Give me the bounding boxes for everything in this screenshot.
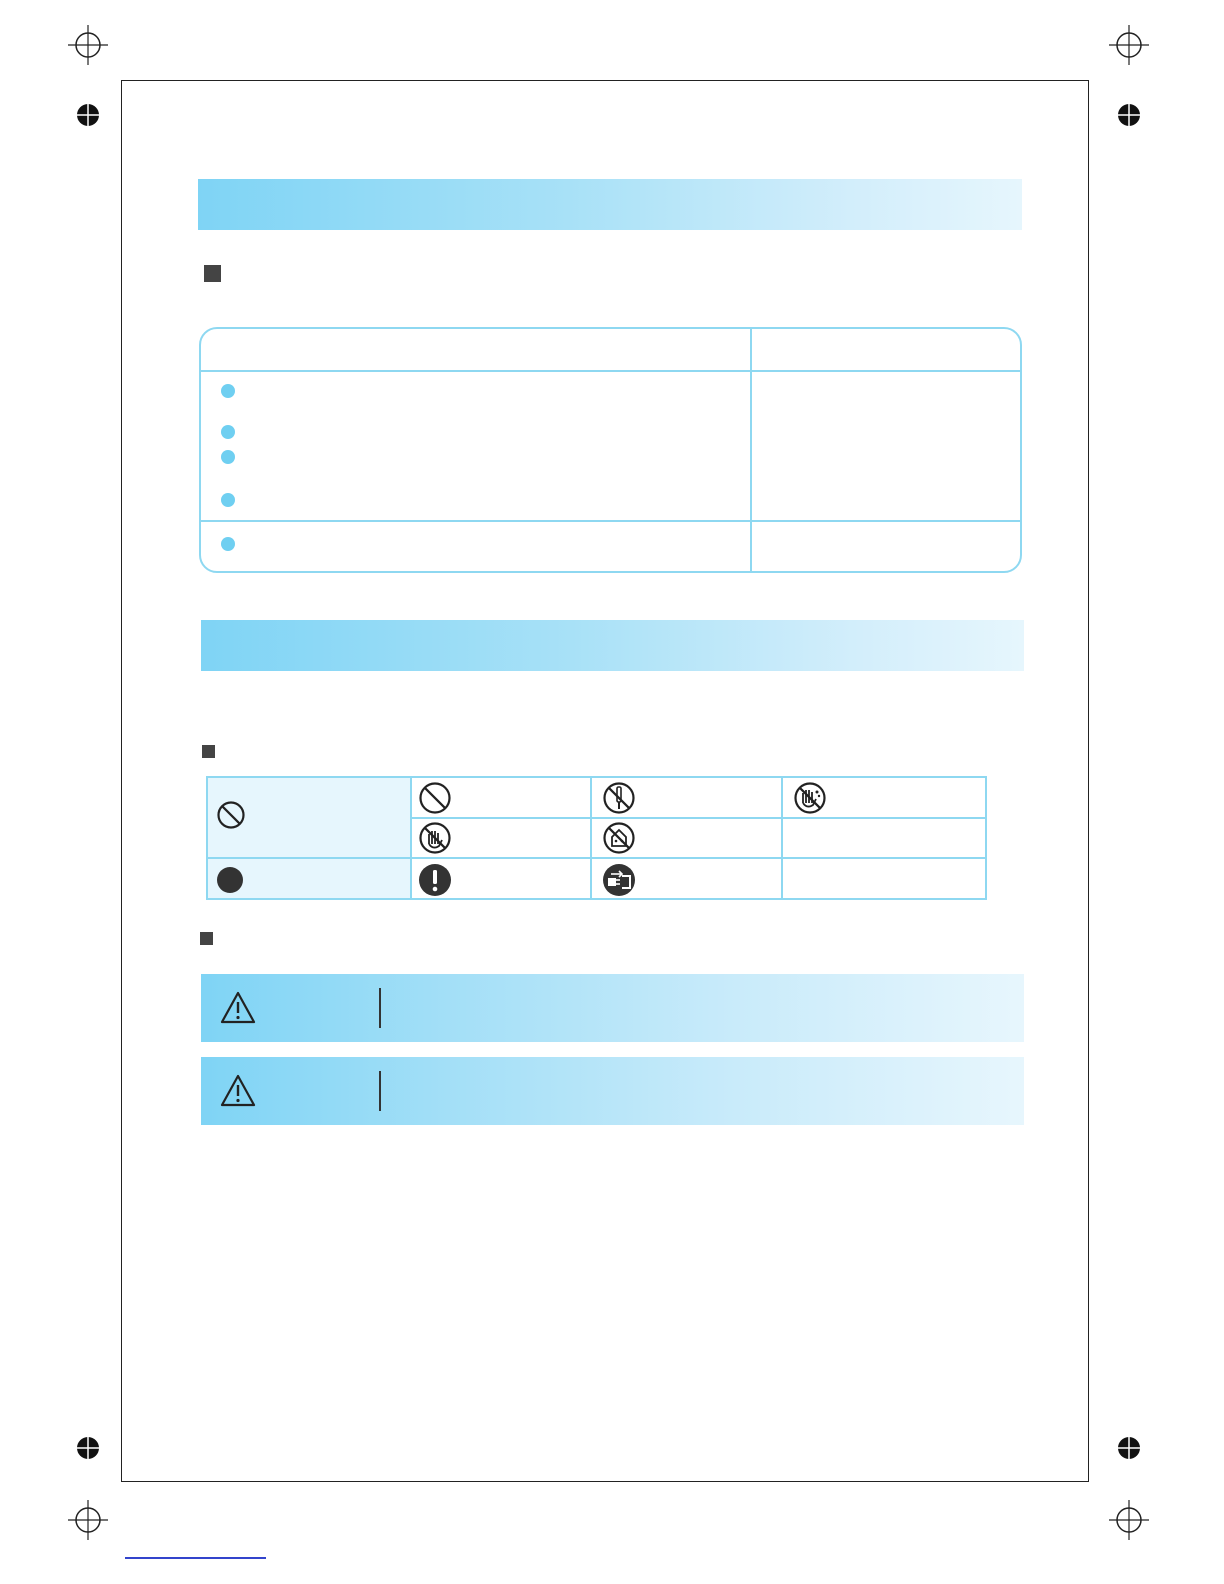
table-column-divider <box>750 328 752 572</box>
table-column-divider <box>410 777 412 899</box>
crosshair-icon <box>1109 25 1149 65</box>
list-bullet <box>221 493 235 507</box>
crosshair-icon <box>68 1500 108 1540</box>
subsection-marker <box>200 932 213 945</box>
section-header-band <box>201 620 1024 671</box>
table-column-divider <box>781 777 783 899</box>
section-header-band <box>198 179 1022 230</box>
warning-triangle-icon <box>220 991 256 1024</box>
warning-divider <box>379 988 381 1028</box>
subsection-marker <box>204 265 221 282</box>
prohibited-icon <box>216 800 246 830</box>
no-wet-hands-icon <box>793 781 827 815</box>
crosshair-icon <box>1109 1500 1149 1540</box>
mandatory-icon <box>216 866 244 894</box>
registration-dot-icon <box>1116 102 1142 128</box>
warning-band <box>201 974 1024 1042</box>
do-not-touch-icon <box>418 821 452 855</box>
table-header-divider <box>200 370 1021 372</box>
keep-away-from-water-icon <box>602 821 636 855</box>
warning-triangle-icon <box>220 1074 256 1107</box>
list-bullet <box>221 384 235 398</box>
unplug-icon <box>602 863 636 897</box>
table-column-divider <box>590 777 592 899</box>
footer-link-underline <box>125 1557 266 1559</box>
table-row-divider <box>200 520 1021 522</box>
table-row-divider <box>410 817 986 819</box>
list-bullet <box>221 425 235 439</box>
no-disassembly-icon <box>602 781 636 815</box>
warning-divider <box>379 1071 381 1111</box>
table-row-divider <box>207 857 986 859</box>
warning-band <box>201 1057 1024 1125</box>
spec-table <box>199 327 1022 573</box>
subsection-marker <box>202 745 215 758</box>
list-bullet <box>221 537 235 551</box>
registration-dot-icon <box>75 102 101 128</box>
list-bullet <box>221 450 235 464</box>
registration-dot-icon <box>75 1435 101 1461</box>
exclamation-icon <box>418 863 452 897</box>
prohibited-icon <box>418 781 452 815</box>
registration-dot-icon <box>1116 1435 1142 1461</box>
crosshair-icon <box>68 25 108 65</box>
